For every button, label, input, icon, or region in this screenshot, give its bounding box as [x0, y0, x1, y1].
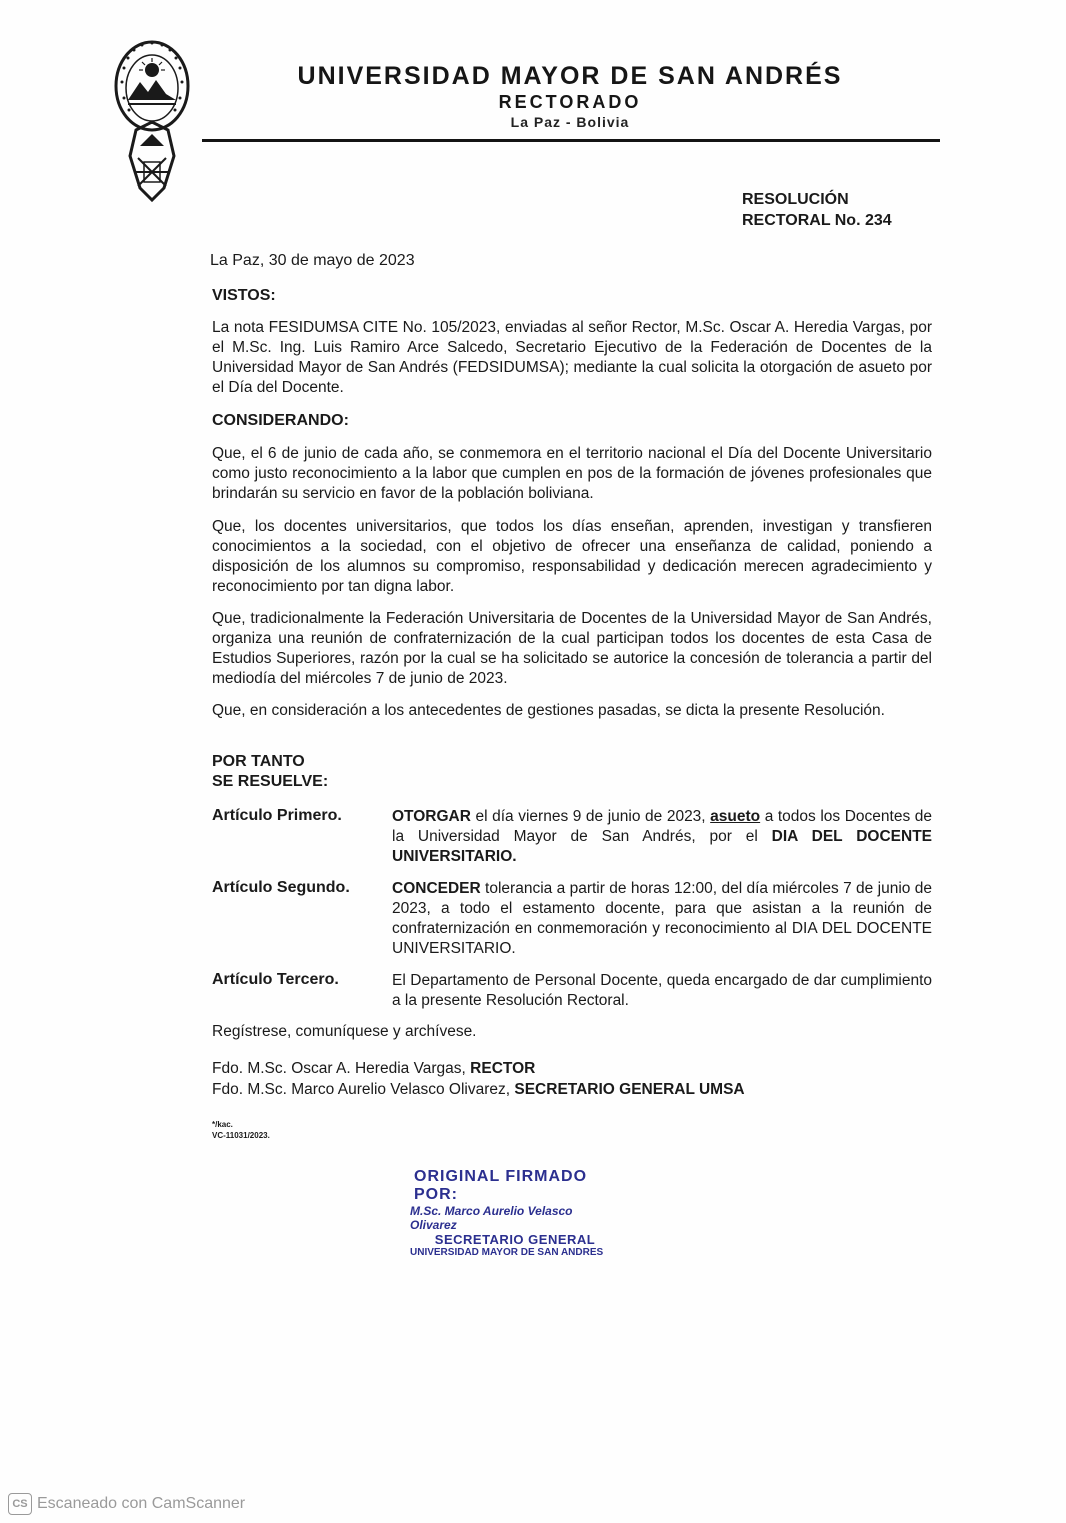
se-resuelve-label: SE RESUELVE:	[212, 773, 329, 790]
article-text-part: el día viernes 9 de junio de 2023,	[470, 808, 711, 825]
por-tanto-label: POR TANTO	[212, 753, 305, 770]
watermark-text: Escaneado con CamScanner	[37, 1495, 246, 1512]
asueto-underlined: asueto	[710, 808, 761, 825]
signature-name: Fdo. M.Sc. Oscar A. Heredia Vargas,	[212, 1060, 471, 1077]
resolution-number	[742, 189, 892, 231]
article-primero	[212, 807, 932, 867]
considerando-paragraph: Que, tradicionalmente la Federación Universitaria de Docentes de la Universidad Mayor de San Andrés, organiza una reunión de confraternización de la cual participan todos los docentes de esta Casa de Estudios Superiores, razón por la cual se ha solicitado se autorice la concesión de tolerancia a partir del mediodía del miércoles 7 de junio de 2023.	[212, 610, 932, 687]
signature-stamp	[410, 1168, 620, 1258]
article-text	[392, 879, 932, 959]
camscanner-watermark	[8, 1493, 245, 1515]
article-tercero	[212, 971, 932, 1011]
stamp-line: SECRETARIO GENERAL	[434, 1232, 596, 1247]
signature-line	[212, 1081, 745, 1099]
stamp-line: M.Sc. Marco Aurelio Velasco Olivarez	[410, 1204, 573, 1232]
article-verb: CONCEDER	[392, 880, 481, 897]
por-tanto-heading	[212, 752, 328, 792]
closing-formula: Regístrese, comuníquese y archívese.	[212, 1023, 477, 1040]
article-label: Artículo Segundo.	[212, 879, 350, 896]
vistos-heading: VISTOS:	[212, 287, 276, 304]
correspondence-code: VC-11031/2023.	[212, 1131, 270, 1140]
university-name: UNIVERSIDAD MAYOR DE SAN ANDRÉS	[297, 62, 843, 90]
considerando-paragraph: Que, los docentes universitarios, que todos los días enseñan, aprenden, investigan y transfieren conocimientos a la sociedad, con el objetivo de ofrecer una enseñanza de calidad, poniendo a disposición de los alumnos su compromiso, responsabilidad y dedicación merecen agradecimiento y reconocimiento por tan digna labor.	[212, 518, 932, 595]
document-date: La Paz, 30 de mayo de 2023	[210, 252, 415, 269]
stamp-line: UNIVERSIDAD MAYOR DE SAN ANDRES	[410, 1247, 604, 1258]
stamp-line: ORIGINAL FIRMADO POR:	[414, 1168, 588, 1203]
location-line: La Paz - Bolivia	[510, 114, 630, 130]
rectorado-heading: RECTORADO	[498, 92, 642, 112]
camscanner-logo-icon: CS	[8, 1493, 32, 1515]
signature-line	[212, 1060, 535, 1078]
resolution-label: RESOLUCIÓN	[742, 191, 849, 208]
considerando-heading: CONSIDERANDO:	[212, 412, 349, 429]
article-verb: OTORGAR	[392, 808, 471, 825]
university-seal-icon	[112, 38, 192, 206]
article-text-part: tolerancia a partir de horas 12:00, del día miércoles 7 de junio de 2023, a todo el estamento docente, para que asistan a la reunión de confraternización en conmemoración y reconocimiento al DIA DEL DOCENTE UNIVERSITARIO.	[392, 880, 932, 957]
signature-role: SECRETARIO GENERAL UMSA	[514, 1081, 745, 1098]
article-text	[392, 807, 932, 867]
resolution-number-label: RECTORAL No. 234	[742, 212, 892, 229]
vistos-paragraph: La nota FESIDUMSA CITE No. 105/2023, enviadas al señor Rector, M.Sc. Oscar A. Heredia Vargas, por el M.Sc. Ing. Luis Ramiro Arce Salcedo, Secretario Ejecutivo de la Federación de Docentes de la Universidad Mayor de San Andrés (FEDSIDUMSA); mediante la cual solicita la otorgación de asueto por el Día del Docente.	[212, 319, 932, 396]
article-label: Artículo Primero.	[212, 807, 342, 824]
article-text: El Departamento de Personal Docente, queda encargado de dar cumplimiento a la presente Resolución Rectoral.	[392, 972, 932, 1009]
typist-initials: */kac.	[212, 1120, 233, 1129]
considerando-paragraph: Que, en consideración a los antecedentes de gestiones pasadas, se dicta la presente Resolución.	[212, 702, 885, 719]
header-divider	[202, 139, 940, 142]
reference-codes	[212, 1119, 270, 1141]
signature-name: Fdo. M.Sc. Marco Aurelio Velasco Olivarez,	[212, 1081, 515, 1098]
article-bold-end: DIA DEL DOCENTE UNIVERSITARIO.	[392, 828, 933, 865]
signature-role: RECTOR	[470, 1060, 536, 1077]
considerando-paragraph: Que, el 6 de junio de cada año, se conmemora en el territorio nacional el Día del Docente Universitario como justo reconocimiento a la labor que cumplen en pos de la formación de jóvenes profesionales que brindarán su servicio en favor de la población boliviana.	[212, 445, 932, 502]
article-label: Artículo Tercero.	[212, 971, 339, 988]
article-segundo	[212, 879, 932, 959]
article-text-part: a todos los Docentes de la Universidad Mayor de San Andrés, por el	[392, 808, 932, 845]
